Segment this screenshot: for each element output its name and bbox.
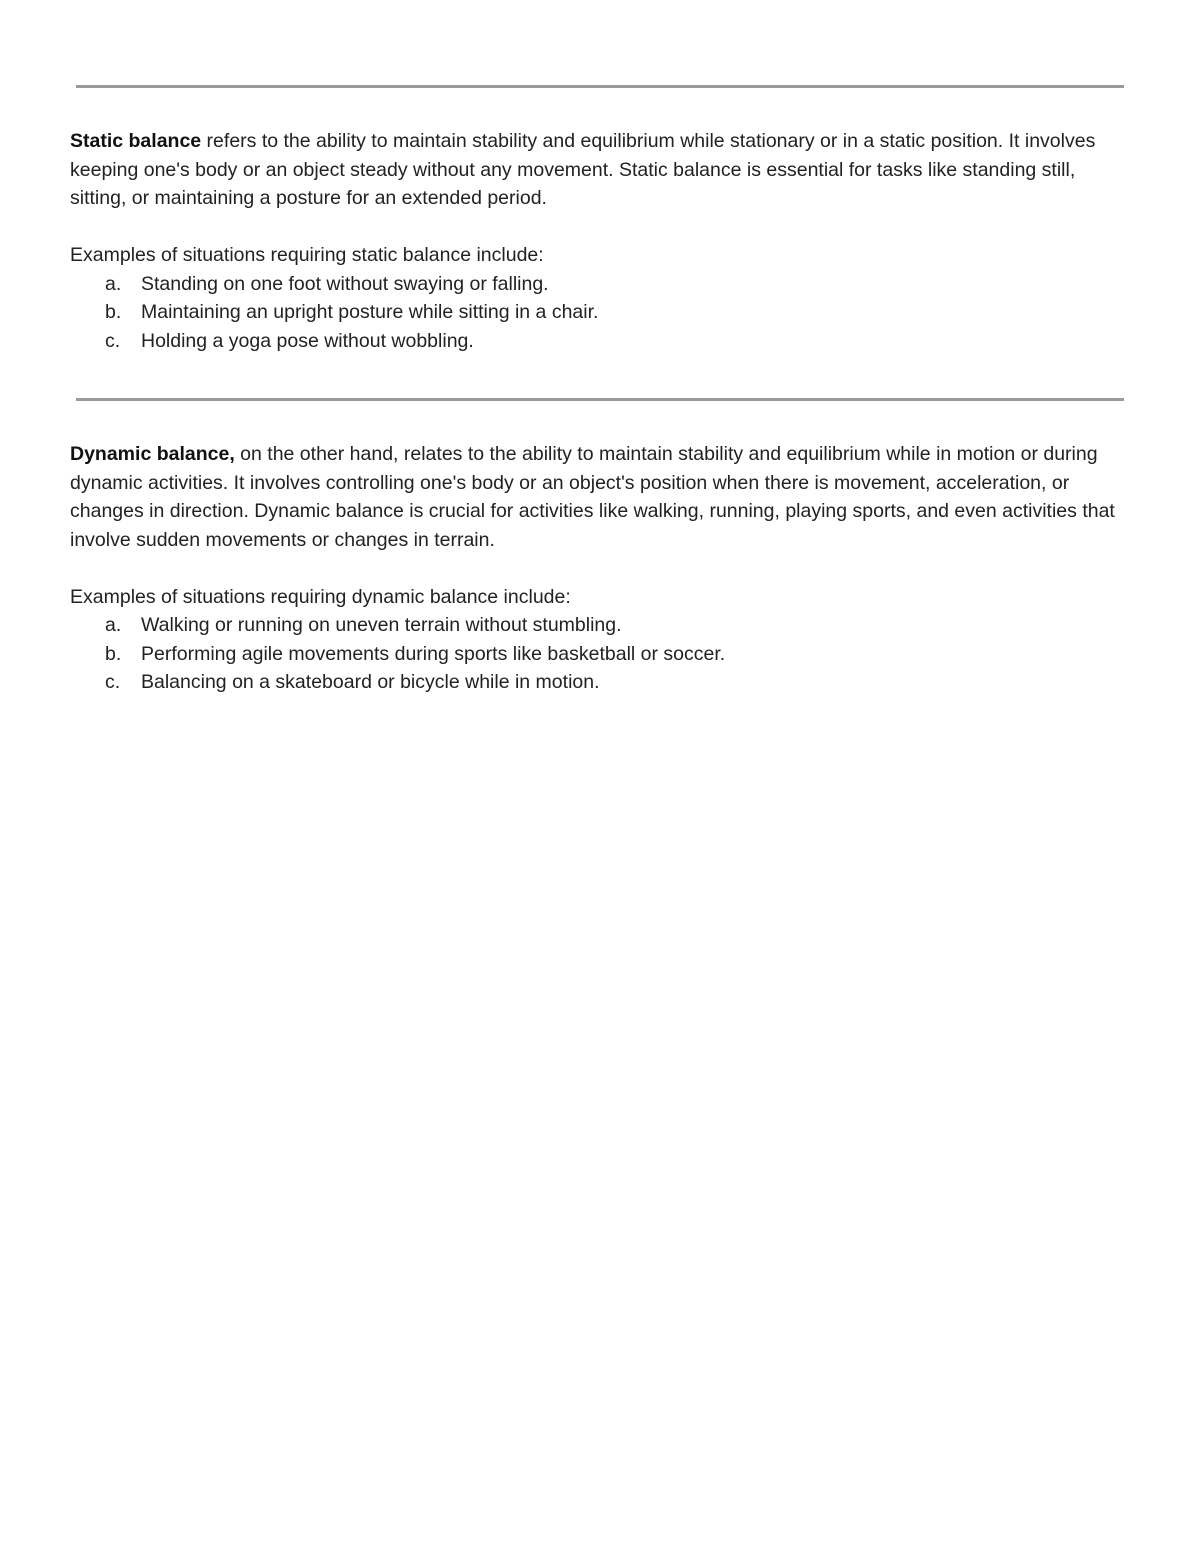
dynamic-balance-term: Dynamic balance, [70, 443, 235, 465]
static-examples-list [70, 270, 1130, 356]
static-balance-definition: refers to the ability to maintain stability and equilibrium while stationary or in a static position. It involves keeping one's body or an object steady without any movement. Static balance is essential for tasks like standing still, sitting, or maintaining a posture for an extended period. [70, 130, 1096, 209]
horizontal-rule-middle [76, 398, 1124, 401]
list-item [70, 640, 1130, 669]
list-item-text: Maintaining an upright posture while sitting in a chair. [141, 301, 599, 323]
list-item [70, 298, 1130, 327]
list-marker: b. [105, 642, 122, 665]
static-balance-term: Static balance [70, 130, 202, 152]
list-item-text: Walking or running on uneven terrain without stumbling. [141, 614, 622, 636]
list-item-text: Holding a yoga pose without wobbling. [141, 329, 474, 352]
list-item [70, 270, 1130, 299]
list-marker: c. [105, 329, 121, 352]
dynamic-balance-section [70, 440, 1130, 697]
static-balance-section [70, 127, 1130, 355]
list-item [70, 327, 1130, 356]
static-balance-paragraph [70, 127, 1130, 213]
horizontal-rule-top [76, 85, 1124, 88]
list-item-text: Balancing on a skateboard or bicycle while in motion. [141, 671, 600, 693]
list-marker: a. [105, 272, 122, 295]
list-marker: c. [105, 671, 121, 693]
dynamic-examples-intro: Examples of situations requiring dynamic balance include: [70, 585, 571, 608]
dynamic-balance-definition: on the other hand, relates to the ability to maintain stability and equilibrium while in motion or during dynamic activities. It involves controlling one's body or an object's position when there is movement, acceleration, or changes in direction. Dynamic balance is crucial for activities like walking, running, playing sports, and even activities that involve sudden movements or changes in terrain. [70, 443, 1115, 551]
list-item-text: Standing on one foot without swaying or falling. [141, 272, 549, 295]
list-item [70, 611, 1130, 640]
static-examples-intro: Examples of situations requiring static balance include: [70, 244, 544, 266]
list-marker: b. [105, 301, 122, 323]
list-marker: a. [105, 614, 122, 636]
list-item [70, 668, 1130, 697]
dynamic-examples-list [70, 611, 1130, 697]
list-item-text: Performing agile movements during sports like basketball or soccer. [141, 642, 726, 665]
dynamic-balance-paragraph [70, 440, 1130, 554]
